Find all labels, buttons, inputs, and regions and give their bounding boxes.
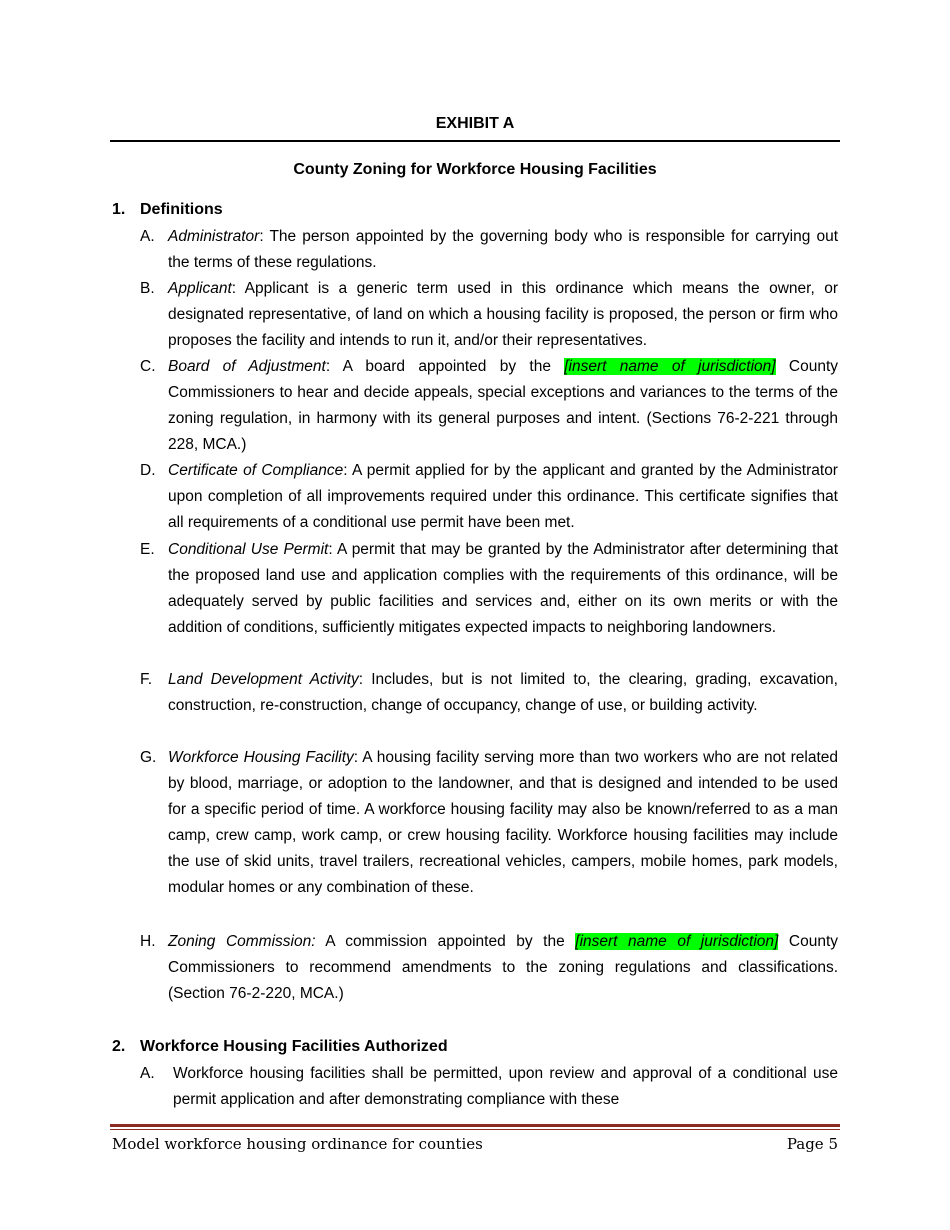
jurisdiction-placeholder-highlight: [insert name of jurisdiction] — [564, 358, 776, 375]
defined-term: Certificate of Compliance — [168, 462, 344, 479]
definition-text: A permit applied for by the applicant and granted by the Administrator upon completion of all improvements required under this ordinance. This certificate signifies that all requirements of a conditional use permit have been met. — [168, 462, 838, 531]
item-letter: B. — [140, 280, 155, 297]
jurisdiction-placeholder-highlight: [insert name of jurisdiction] — [575, 933, 779, 950]
defined-term: Applicant — [168, 280, 232, 297]
document-title: County Zoning for Workforce Housing Facilities — [293, 161, 657, 178]
authorization-item-a — [140, 1061, 838, 1113]
definition-item-c — [140, 354, 838, 458]
definition-text-continued: County Commissioners to hear and decide appeals, special exceptions and variances to the terms of the zoning regulation, in harmony with its general purposes and intent. (Sections 76-2-221 through 228, MCA.) — [168, 358, 839, 453]
item-body — [168, 929, 838, 1007]
footer-document-name: Model workforce housing ordinance for counties — [112, 1135, 483, 1153]
term-separator: : — [343, 462, 352, 479]
footer-rule-thick — [110, 1124, 840, 1127]
definition-item-b — [140, 276, 838, 354]
definition-text: The person appointed by the governing body who is responsible for carrying out the terms of these regulations. — [168, 228, 838, 271]
item-body — [168, 745, 838, 901]
title-rule — [110, 140, 840, 142]
definition-text-continued: County Commissioners to recommend amendments to the zoning regulations and classifications. (Section 76-2-220, MCA.) — [168, 933, 838, 1002]
definition-text: Applicant is a generic term used in this ordinance which means the owner, or designated representative, of land on which a housing facility is proposed, the person or firm who proposes the facility and intends to run it, and/or their representatives. — [168, 280, 838, 349]
section-number: 1. — [112, 201, 126, 218]
term-separator: : — [328, 541, 337, 558]
item-letter: G. — [140, 749, 157, 766]
definition-text: A permit that may be granted by the Administrator after determining that the proposed land use and application complies with the requirements of this ordinance, will be adequately served by public facilities and services and, either on its own merits or with the addition of conditions, sufficiently mitigates expected impacts to neighboring landowners. — [168, 541, 839, 636]
term-separator: : — [353, 749, 363, 766]
item-body: Workforce housing facilities shall be permitted, upon review and approval of a conditional use permit application and after demonstrating compliance with these — [173, 1065, 838, 1108]
item-letter: D. — [140, 462, 156, 479]
term-separator: : — [325, 358, 343, 375]
item-body — [168, 458, 838, 536]
term-separator: : — [259, 228, 270, 245]
definition-text: Includes, but is not limited to, the clearing, grading, excavation, construction, re-construction, change of occupancy, change of use, or building activity. — [168, 671, 838, 714]
definition-item-a — [140, 224, 838, 276]
defined-term: Land Development Activity — [168, 671, 359, 688]
item-letter: C. — [140, 358, 156, 375]
defined-term: Administrator — [168, 228, 260, 245]
definition-text: A commission appointed by the — [325, 933, 576, 950]
section-2-heading — [112, 1035, 840, 1059]
definition-text: A housing facility serving more than two workers who are not related by blood, marriage, or adoption to the landowner, and that is designed and intended to be used for a specific period of time. A workforce housing facility may also be known/referred to as a man camp, crew camp, work camp, or crew housing facility. Workforce housing facilities may include the use of skid units, travel trailers, recreational vehicles, campers, mobile homes, park models, modular homes or any combination of these. — [168, 749, 838, 896]
footer-page-number: Page 5 — [786, 1135, 838, 1153]
section-1-heading — [112, 198, 840, 222]
defined-term: Zoning Commission: — [168, 933, 316, 950]
defined-term: Conditional Use Permit — [168, 541, 329, 558]
item-body — [168, 276, 838, 354]
item-body — [168, 354, 838, 458]
item-letter: H. — [140, 933, 156, 950]
term-separator: : — [358, 671, 372, 688]
term-separator — [316, 933, 326, 950]
item-body — [168, 667, 838, 719]
term-separator: : — [231, 280, 245, 297]
item-letter: A. — [140, 228, 155, 245]
definition-item-e — [140, 537, 838, 641]
item-body — [168, 224, 838, 276]
exhibit-title: EXHIBIT A — [435, 115, 515, 132]
item-letter: E. — [140, 541, 155, 558]
section-title: Workforce Housing Facilities Authorized — [140, 1038, 448, 1055]
item-letter: A. — [140, 1065, 155, 1082]
item-body — [168, 537, 838, 641]
definition-item-h — [140, 929, 838, 1007]
definition-text: A board appointed by the — [342, 358, 565, 375]
defined-term: Workforce Housing Facility — [168, 749, 354, 766]
item-letter: F. — [140, 671, 153, 688]
section-title: Definitions — [140, 201, 223, 218]
defined-term: Board of Adjustment — [168, 358, 326, 375]
definition-item-g — [140, 745, 838, 901]
section-number: 2. — [112, 1038, 126, 1055]
footer-rule-thin — [110, 1129, 840, 1130]
definition-item-f — [140, 667, 838, 719]
definition-item-d — [140, 458, 838, 536]
